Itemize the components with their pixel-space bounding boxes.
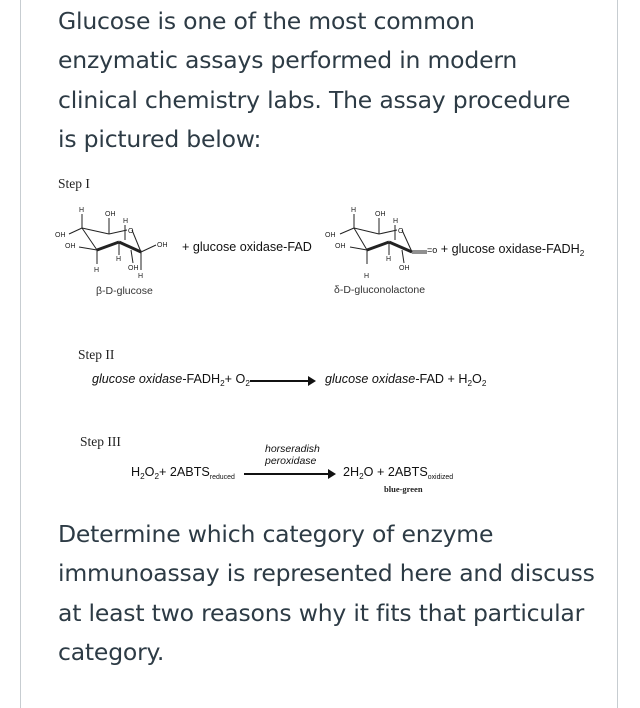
question-line: category. [58, 637, 165, 666]
svg-text:OH: OH [157, 242, 168, 249]
question-line: at least two reasons why it fits that particular [58, 598, 585, 627]
svg-text:H: H [138, 273, 144, 280]
intro-line: enzymatic assays performed in modern [58, 46, 518, 75]
step2-label: Step II [78, 347, 115, 362]
svg-text:OH: OH [335, 243, 346, 250]
svg-text:OH: OH [65, 243, 76, 250]
svg-text:OH: OH [128, 265, 139, 272]
svg-text:O: O [398, 228, 404, 235]
svg-text:H: H [364, 273, 370, 280]
step1-reactant-plus-text: + glucose oxidase-FAD [182, 240, 312, 254]
svg-text:H: H [386, 256, 392, 263]
intro-line: clinical chemistry labs. The assay procedure [58, 85, 571, 114]
step2-products: glucose oxidase-FAD + $H_2O_2$ [325, 372, 487, 388]
svg-text:O: O [128, 228, 134, 235]
step3-reaction-arrow-icon [244, 473, 334, 475]
question-line: immunoassay is represented here and discuss [58, 559, 595, 588]
step3-label: Step III [80, 434, 121, 449]
step1-product-plus-text: =o + glucose oxidase-$FADH_2$ [427, 242, 585, 258]
svg-text:OH: OH [325, 232, 336, 239]
step2-reaction-arrow-icon [250, 380, 314, 382]
svg-text:H: H [351, 207, 357, 214]
svg-text:H: H [79, 207, 85, 214]
svg-text:OH: OH [375, 211, 386, 218]
svg-text:H: H [393, 218, 399, 225]
svg-text:OH: OH [105, 211, 116, 218]
svg-text:OH: OH [399, 265, 410, 272]
step3-reactants: $H_2O_2+$ $2ABTS_{reduced}$ [131, 465, 235, 481]
svg-text:OH: OH [55, 232, 66, 239]
svg-text:H: H [123, 218, 129, 225]
intro-line: Glucose is one of the most common [58, 7, 475, 35]
step3-products: $2H_2O$ + $2ABTS_{oxidized}$ [343, 465, 454, 481]
question-paragraph [58, 515, 595, 672]
svg-text:H: H [116, 256, 122, 263]
beta-d-glucose-label: β-D-glucose [96, 285, 153, 297]
delta-d-gluconolactone-label: δ-D-gluconolactone [334, 284, 426, 296]
step2-reactants: glucose oxidase-$FADH_2+ O_2$ [92, 372, 250, 388]
step1-label: Step I [58, 176, 90, 191]
intro-line: is pictured below: [58, 124, 262, 153]
question-line: Determine which category of enzyme [58, 520, 494, 548]
beta-d-glucose-structure-icon [52, 200, 182, 285]
step3-catalyst: horseradish peroxidase [265, 443, 320, 467]
blue-green-label: blue-green [384, 484, 423, 494]
svg-text:H: H [94, 267, 100, 274]
